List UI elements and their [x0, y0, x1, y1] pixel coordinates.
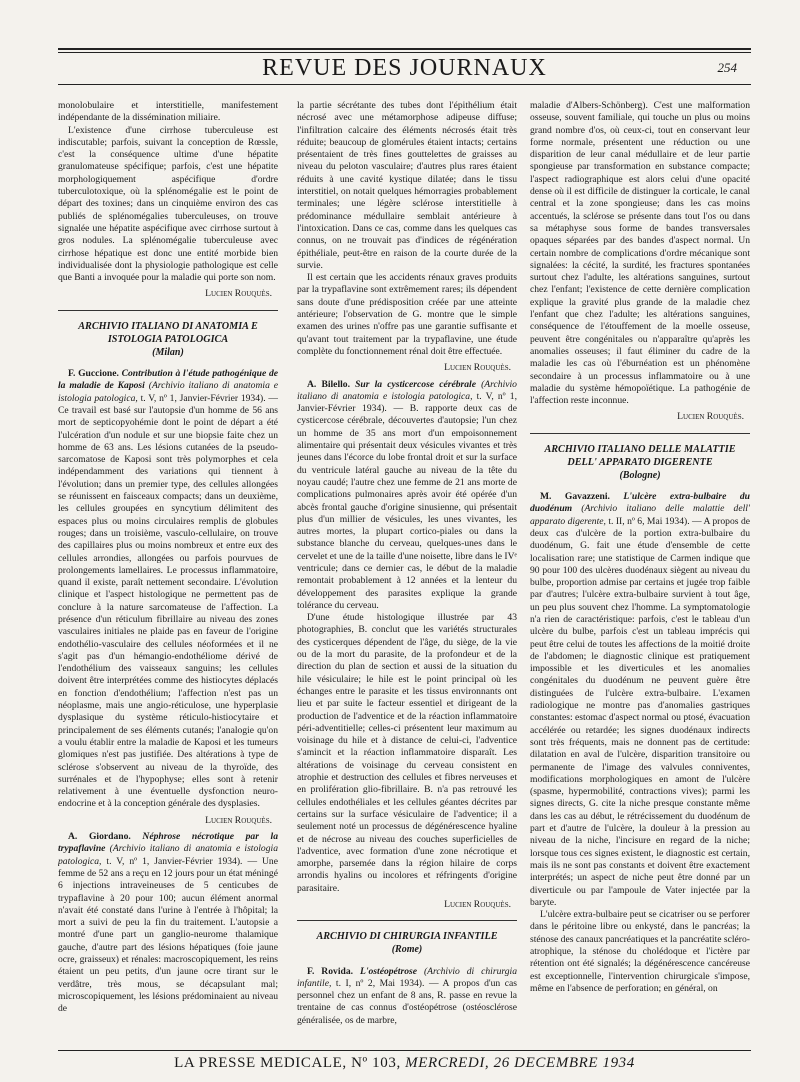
paragraph: Il est certain que les accidents rénaux graves produits par la trypaflavine sont extrêmement rares; ils dépendent sans doute d'une prédisposition créée par une atteinte antérieure; l'observation de G. montre que le simple examen des urines n'offre pas une garantie suffisante et qu'avant tout traitement par la trypaflavine, une étude complète du fonctionnement rénal doit être effectuée. — [297, 272, 517, 357]
section-divider — [58, 310, 278, 311]
paragraph: L'ulcère extra-bulbaire peut se cicatriser ou se perforer dans le péritoine libre ou enkysté, dans le pancréas; la sténose des canaux pancréatiques et la pancréatite scléro-atrophique, la sténose du cholédoque et l'ictère par rétention ont été signalés; la dégénérescence cancéreuse est exceptionnelle, l'intervention chirurgicale s'impose, même en l'absence de perforation; en général, on — [530, 909, 750, 994]
article-source: (Archivio italiano delle malattie dell' apparato digerente, — [530, 503, 750, 527]
article-source: (Archivio di chirurgia infantile, — [297, 965, 517, 989]
article-author: A. Giordano. — [68, 831, 131, 843]
paragraph: maladie d'Albers-Schönberg). C'est une malformation osseuse, souvent familiale, qui touche un plus ou moins grand nombre d'os, où ceux-ci, tout en conservant leur forme normale, présentent une réduction ou une disparition de leur canal médullaire et de leur partie spongieuse par transformation en substance compacte; l'aspect radiographique est alors celui d'une opacité dense où il est difficile de distinguer la corticale, le canal central et la zone spongieuse; dans les cas moins accentués, la sclérose se présente dans tout l'os ou dans sa métaphyse sous forme de bandes transversales opaques séparées par des bandes d'aspect normal. Un certain nombre de complications d'ordre mécanique sont signalées: la cécité, la surdité, les fractures spontanées surtout chez l'adulte, les altérations sanguines, surtout chez l'enfant; l'existence de cette dernière complication explique la gravité plus grande de la maladie chez l'enfant que chez l'adulte; les altérations sanguines, conséquence de l'étouffement de la moelle osseuse, peuvent être congénitales ou n'apparaître qu'après les anomalies osseuses; il faut éliminer du cadre de la maladie les cas où l'éburnéation est un phénomène secondaire à un processus inflammatoire ou à une maladie du système hémopoïétique. La pathogénie de l'affection reste inconnue. — [530, 100, 750, 407]
article — [530, 491, 750, 909]
article — [297, 966, 517, 1027]
article-title: L'ulcère extra-bulbaire du duodénum — [530, 491, 750, 515]
column-2 — [297, 100, 517, 1045]
article-title: L'ostéopétrose — [359, 965, 417, 977]
footer-date: MERCREDI, 26 DECEMBRE 1934 — [405, 1055, 635, 1071]
article-author: F. Rovida. — [307, 965, 354, 977]
article-author: F. Guccione. — [68, 368, 119, 380]
section-title: ARCHIVIO DI CHIRURGIA INFANTILE — [316, 931, 498, 943]
column-3 — [530, 100, 750, 1045]
article-body: — A propos d'un cas personnel chez un enfant de 8 ans, R. passe en revue la trentaine de cas connus d'ostéopétrose (ostéosclérose généralisée, os de marbre, — [297, 977, 517, 1026]
article-title: Contribution à l'étude pathogénique de la maladie de Kaposi — [58, 368, 278, 392]
author-signature: Lucien Rouquès. — [444, 899, 511, 910]
author-signature: Lucien Rouquès. — [205, 814, 272, 826]
page-number: 254 — [717, 60, 737, 75]
paragraph: L'existence d'une cirrhose tuberculeuse est indiscutable; parfois, suivant la conception de Rœssle, c'est la conséquence ultime d'une hépatite granulomateuse spécifique; parfois, c'est une hépatite morphologiquement aspécifique d'ordre tuberculotoxique, où la splénomégalie est le point de départ des toxines; dans un cinquième environ des cas publiés de splénomégalies tuberculeuses, on trouve signalée une hépatite aspécifique avec cirrhose surtout à gros nodules. La splénomégalie tuberculeuse avec cirrhose hépatique est donc une entité morbide bien individualisée dont la physiologie pathologique est celle que Banti a invoquée pour la maladie qui porte son nom. — [58, 124, 278, 284]
section-title: ARCHIVIO ITALIANO DELLE MALATTIE DELL' APPARATO DIGERENTE — [544, 443, 736, 468]
article-body: — Ce travail est basé sur l'autopsie d'un homme de 56 ans mort de septicopyohémie dont le point de départ a été l'ulcération d'un nodule et sur une biopsie faite chez un homme de 63 ans. Les lésions cutanées de la pseudo-sarcomatose de Kaposi sont très polymorphes et cela indépendamment des variations qui tiennent à l'évolution; dans un premier type, des cellules allongées se réunissent en faisceaux compacts; dans un deuxième, les cellules groupées en syncytium délimitent des espaces plus ou moins circulaires remplis de globules rouges; dans un troisième, vasculo-cellulaire, on trouve des capillaires plus ou moins nombreux et entre eux des cellules arrondies, allongées ou parfois pourvues de prolongements lamellaires. Le processus inflammatoire, quand il existe, paraît nettement secondaire. L'évolution clinique et l'aspect histologique ne permettent pas de conclure à la nature sarcomateuse de l'affection. La présence d'un réticulum fibrillaire au niveau des zones vasculaires initiales ne plaide pas en faveur de l'origine endothélio-vasculaire des cellules néoformées et il ne s'agit pas d'un hémangio-endothéliome dérivé de l'endothélium des vaisseaux sanguins; les cellules doivent être interprétées comme des histiocytes déplacés en fonction d'endothélium; l'affection n'est pas un néoplasme, mais une angio-réticulose, une hyperplasie dysplasique du système réticulo-histiocytaire et principalement de ses éléments cutanés; l'analogie qu'on a voulu établir entre la maladie de Kaposi et les tumeurs glomiques n'est pas justifiée. Des altérations à type de sclérose s'observent au niveau de la thyroïde, des surrénales et de l'hypophyse; elles sont à retenir relativement à une éventuelle dysfonction neuro-endocrine et à la conception générale des dysplasies. — [58, 392, 278, 810]
article — [58, 368, 278, 811]
section-city: (Rome) — [391, 944, 423, 956]
section-city: (Bologne) — [619, 469, 661, 481]
article-reference: t. I, nº 2, Mai 1934). — [335, 977, 425, 989]
article-author: A. Bilello. — [307, 378, 350, 390]
article-body: — B. rapporte deux cas de cysticercose cérébrale, découvertes d'autopsie; l'un chez un homme de 35 ans mort d'un empoisonnement alimentaire qui présentait deux vésicules vivantes et très jeunes dans l'écorce du lobe frontal droit et sur la surface du ventricule latéral gauche au niveau de la tête du noyau caudé; l'autre chez une femme de 21 ans morte de complications pulmonaires après avoir été opérée d'un abcès frontal gauche d'origine sinusienne, qui présentait plus d'un millier de vésicules, les unes vivantes, les autres mortes, la plupart cortico-piales ou dans la substance blanche du cerveau, quelques-unes dans le cervelet et une de la taille d'une noisette, libre dans le IVᵉ ventricule; dans ce dernier cas, le début de la maladie remontait probablement à 12 années et la lenteur du développement des parasites explique la grande tolérance du cerveau. — [297, 403, 517, 611]
section-title: ARCHIVIO ITALIANO DI ANATOMIA E ISTOLOGIA PATOLOGICA — [78, 320, 258, 345]
masthead — [58, 53, 751, 83]
journal-title: REVUE DES JOURNAUX — [262, 55, 547, 81]
header-top-rule — [58, 48, 751, 50]
article-title: Sur la cysticercose cérébrale — [355, 378, 476, 390]
page-footer — [58, 1053, 751, 1073]
article — [297, 379, 517, 613]
paragraph: la partie sécrétante des tubes dont l'épithélium était nécrosé avec une métamorphose adipeuse diffuse; l'infiltration calcaire des éléments nécrosés était très réduite; beaucoup de glomérules étaient intacts; certains présentaient de très fines gouttelettes de graisses au niveau du peloton vasculaire; d'autres plus rares étaient réduits à une cavité kystique dilatée; dans le tissu interstitiel, on notait quelques hémorragies probablement terminales; une légère sclérose interstitielle à prédominance médullaire semblait antérieure à l'intoxication. Dans ce cas, comme dans les quelques cas connus, on ne trouvait pas d'indices de régénération épithéliale, peut-être en raison de la courte durée de la survie. — [297, 100, 517, 271]
article — [58, 831, 278, 1015]
article-source: (Archivio italiano di anatomia e istologia patologica, — [58, 843, 278, 867]
article-source: (Archivio italiano di anatomia e istologia patologica, — [297, 378, 517, 402]
footer-journal: LA PRESSE MEDICALE, Nº 103, — [174, 1055, 401, 1071]
author-signature: Lucien Rouquès. — [677, 411, 744, 423]
article-title: Néphrose nécrotique par la trypaflavine — [58, 831, 278, 855]
footer-rule — [58, 1050, 751, 1051]
header-bottom-rule — [58, 84, 751, 85]
article-reference: t. II, nº 6, Mai 1934). — [608, 515, 690, 527]
paragraph: D'une étude histologique illustrée par 43 photographies, B. conclut que les variétés structurales des cysticerques dépendent de l'âge, du siège, de la vie ou de la mort du parasite, de la profondeur et de la direction du plan de section et aussi de la situation du hile vésiculaire; le hile est le point principal où les échanges entre le parasite et les tissus environnants ont lieu et par suite le facteur essentiel et dirigeant de la production de l'adventice et de la réaction inflammatoire péri-adventitielle; celles-ci présentent leur maximum au voisinage du hile et à distance de celui-ci, l'adventice s'amincit et la réaction inflammatoire disparaît. Les altérations de voisinage du cerveau consistent en atrophie et destruction des cellules et fibres nerveuses et en prolifération glio-fibrillaire. B. n'a pas retrouvé les cellules endothéliales et les cellules géantes décrites par certains sur la surface vésiculaire de l'adventice; il a seulement noté un processus de dégénérescence hyaline et de nécrose au niveau des couches superficielles de l'adventice, avec formation d'une zone nécrotique et amorphe, parsemée dans la région hilaire de corps arrondis hyalins ou incolores et réfringents d'origine parasitaire. — [297, 612, 517, 894]
article-author: M. Gavazzeni. — [540, 491, 610, 503]
article-reference: t. V, nº 1, Janvier-Février 1934). — [140, 392, 266, 404]
article-reference: t. V, nº 1, Janvier-Février 1934). — [297, 390, 517, 415]
section-city: (Milan) — [152, 346, 184, 358]
section-divider — [297, 920, 517, 921]
author-signature: Lucien Rouquès. — [444, 362, 511, 374]
article-body: — Une femme de 52 ans a reçu en 12 jours pour un état méningé 6 injections intraveineuses de 5 centicubes de trypaflavine à 20 pour 100; aucun élément anormal n'avait été constaté dans l'urine à l'entrée à l'hôpital; la mort a suivi de peu la fin du traitement. L'autopsie a montré d'une part un ganglio-neurome thalamique gauche, d'autre part des lésions hépatiques (foie jaune ocre, graisseux) et rénales: macroscopiquement, les reins étaient un peu petits, d'un jaune ocre tirant sur le verdâtre, très mous, se décapsulant mal; microscopiquement, les lésions prédominaient au niveau de — [58, 855, 278, 1015]
author-signature: Lucien Rouquès. — [205, 288, 272, 300]
section-divider — [530, 433, 750, 434]
article-source: (Archivio italiano di anatomia e istologia patologica, — [58, 380, 278, 404]
article-reference: t. V, nº 1, Janvier-Février 1934). — [106, 855, 243, 867]
article-body: — A propos de deux cas d'ulcère de la portion extra-bulbaire du duodénum, G. fait une étude d'ensemble de cette localisation rare; une statistique de Carmen indique que 90 pour 100 des ulcères duodénaux siègent au niveau du bulbe, proportion admise par certains et jugée trop faible par d'autres; l'ulcère extra-bulbaire survient à tout âge, un peu plus souvent chez l'homme. La symptomatologie n'a rien de caractéristique: parfois, c'est le tableau d'un ulcère du bulbe, parfois c'est un tableau imprécis qui peut être celui de toutes les affections de la moitié droite de l'abdomen; le diagnostic clinique est pratiquement impossible et les diverticules et les anomalies congénitales du duodénum ne peuvent guère être distinguées de l'ulcère extra-bulbaire. L'examen radiologique ne montre pas d'anomalies gastriques constantes: estomac d'aspect normal ou ptosé, évacuation accélérée ou retardée; les signes duodénaux indirects sont très fréquents, mais ne donnent pas de certitude: dilatation en aval de l'ulcère, disparition transitoire ou permanente de l'image des valvules conniventes, modifications morphologiques en amont de l'ulcère (spasme, hypermobilité, contractions vives); parmi les signes directs, G. cite la niche presque constante même dans les cas au début, le rétrécissement du duodénum de part et d'autre de l'ulcère, la douleur à la pression au niveau de la niche, l'incisure en regard de la niche; lorsque tous ces signes existent, le diagnostic est certain, mais ils ne sont pas constants et doivent être exactement interprétés; un aspect de niche peut être donné par un diverticule ou par l'ampoule de Vater injectée par la baryte. — [530, 515, 750, 908]
column-1 — [58, 100, 278, 1045]
paragraph: monolobulaire et interstitielle, manifestement indépendante de la dissémination miliaire. — [58, 100, 278, 124]
